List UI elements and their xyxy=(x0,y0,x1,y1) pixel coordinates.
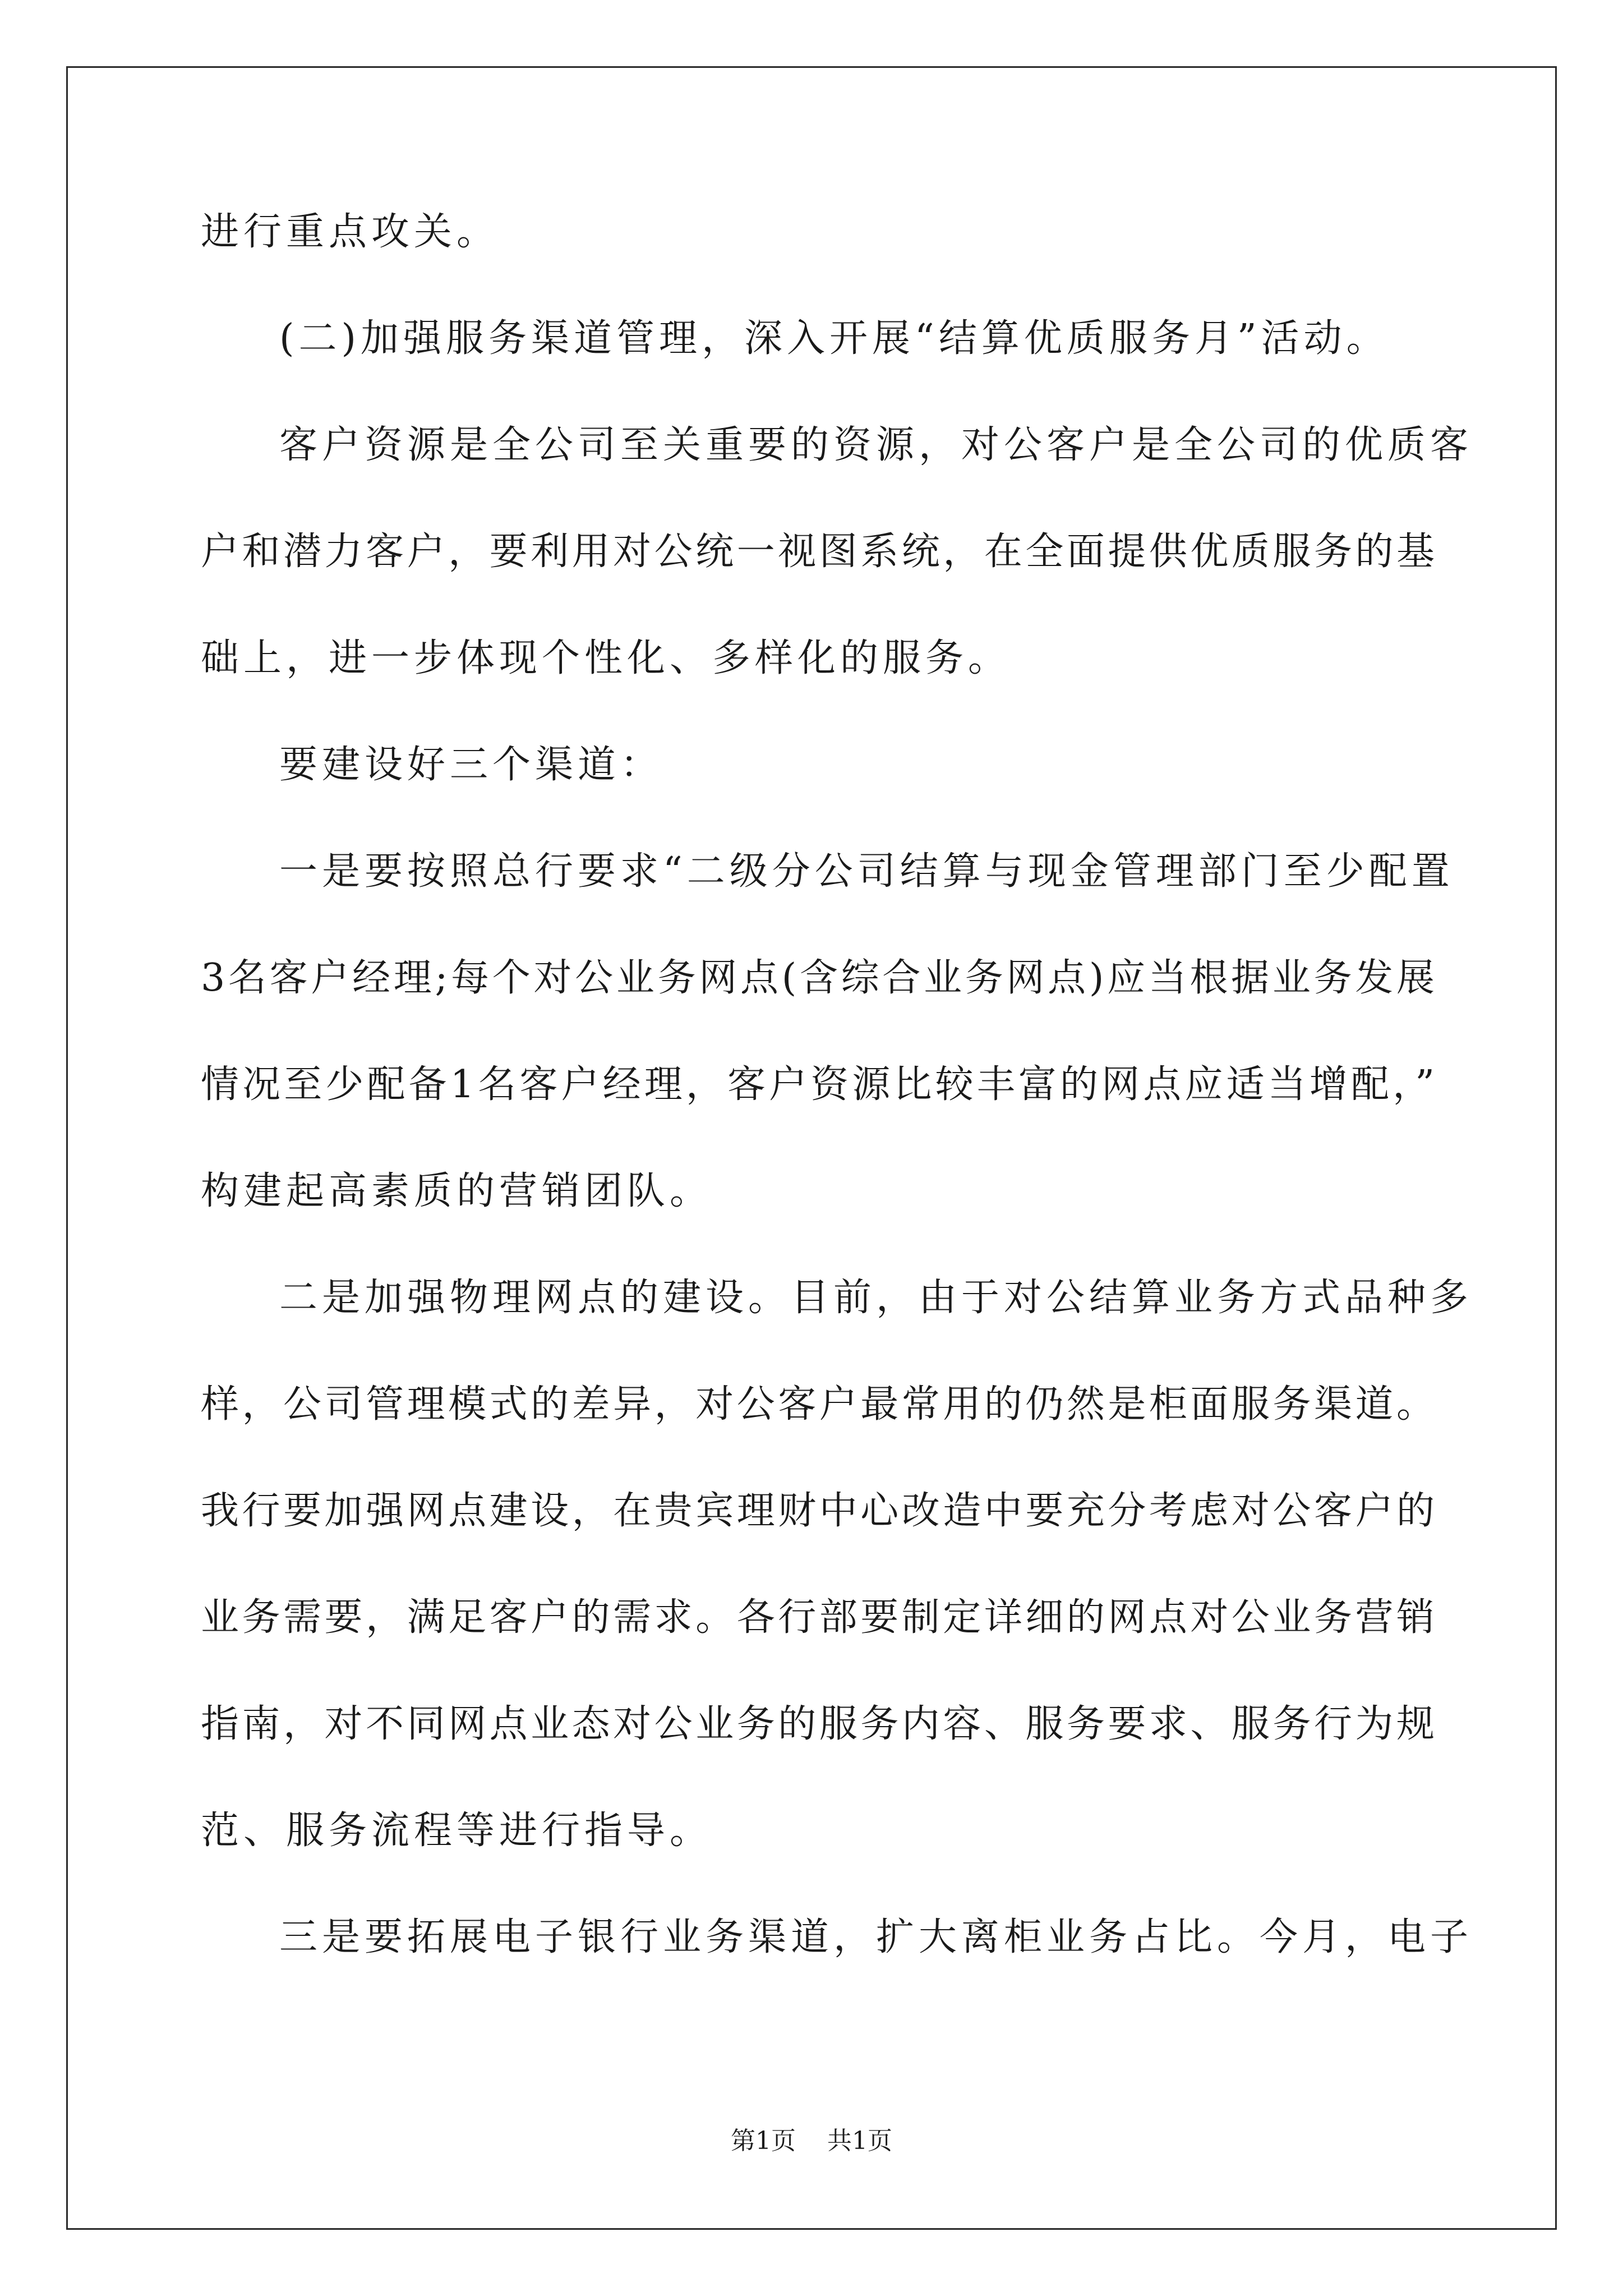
text-line-3: 客户资源是全公司至关重要的资源，对公客户是全公司的优质客 xyxy=(279,423,1473,467)
page-total: 共1页 xyxy=(827,2127,892,2155)
text-line-10: 构建起高素质的营销团队。 xyxy=(201,1169,713,1213)
section-heading: (二)加强服务渠道管理，深入开展“结算优质服务月”活动。 xyxy=(279,316,1389,361)
text-line-9: 情况至少配备1名客户经理，客户资源比较丰富的网点应适当增配，” xyxy=(201,1062,1435,1107)
text-line-17: 三是要拓展电子银行业务渠道，扩大离柜业务占比。今月，电子 xyxy=(279,1915,1473,1959)
page-footer xyxy=(0,2129,1623,2154)
text-line-15: 指南，对不同网点业态对公业务的服务内容、服务要求、服务行为规 xyxy=(201,1702,1435,1746)
text-line-5: 础上，进一步体现个性化、多样化的服务。 xyxy=(201,636,1011,680)
text-line-1: 进行重点攻关。 xyxy=(201,210,500,254)
text-line-4: 户和潜力客户，要利用对公统一视图系统，在全面提供优质服务的基 xyxy=(201,530,1435,574)
text-line-12: 样，公司管理模式的差异，对公客户最常用的仍然是柜面服务渠道。 xyxy=(201,1382,1435,1427)
text-line-7: 一是要按照总行要求“二级分公司结算与现金管理部门至少配置 xyxy=(279,849,1454,894)
page-border xyxy=(66,66,1557,2230)
text-line-11: 二是加强物理网点的建设。目前，由于对公结算业务方式品种多 xyxy=(279,1276,1473,1320)
text-line-16: 范、服务流程等进行指导。 xyxy=(201,1809,713,1853)
page-number: 第1页 xyxy=(731,2127,796,2155)
text-line-8: 3名客户经理;每个对公业务网点(含综合业务网点)应当根据业务发展 xyxy=(201,956,1435,1000)
text-line-13: 我行要加强网点建设，在贵宾理财中心改造中要充分考虑对公客户的 xyxy=(201,1489,1435,1533)
text-line-14: 业务需要，满足客户的需求。各行部要制定详细的网点对公业务营销 xyxy=(201,1595,1435,1640)
text-line-6: 要建设好三个渠道： xyxy=(279,743,663,787)
